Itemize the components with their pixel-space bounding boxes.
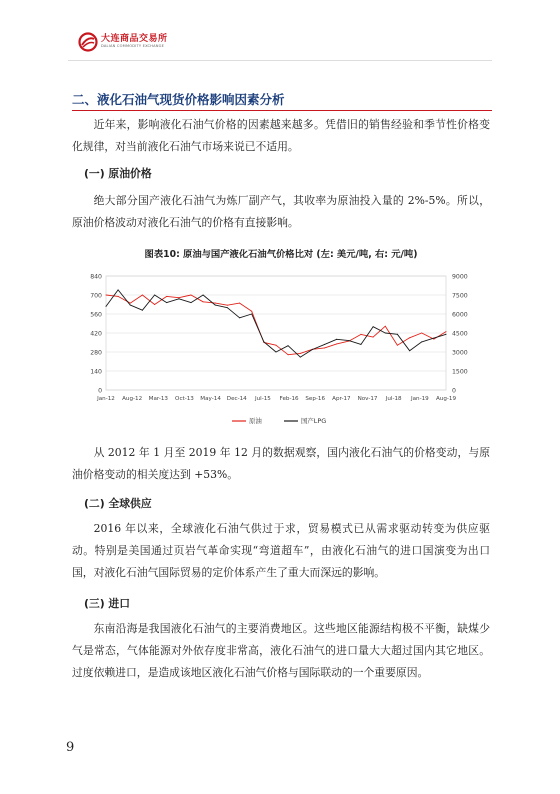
series-point [421,333,422,334]
series-point [336,339,337,340]
y-right-tick-label: 0 [452,387,456,395]
x-tick-label: Mar-13 [148,396,168,402]
series-point [373,326,374,327]
correlation-paragraph: 从 2012 年 1 月至 2019 年 12 月的数据观察，国内液化石油气的价格变动，与原油价格变动的相关度达到 +53%。 [72,446,490,481]
x-tick-label: Aug-19 [435,396,457,402]
series-point [361,334,362,335]
y-left-tick-label: 700 [90,292,102,300]
y-right-tick-label: 6000 [452,311,468,319]
chart-caption: 图表10: 原油与国产液化石油气价格比对 (左: 美元/吨, 右: 元/吨) [144,249,418,260]
series-point [385,333,386,334]
series-point [433,338,434,339]
series-point [251,314,252,315]
series-point [239,317,240,318]
series-point [263,341,264,342]
series-point [361,344,362,345]
series-point [130,305,131,306]
y-right-tick-label: 4500 [452,330,468,338]
series-point [203,301,204,302]
x-tick-label: Nov-17 [357,396,378,402]
x-tick-label: Feb-16 [279,396,299,402]
y-left-tick-label: 560 [90,311,102,319]
series-point [446,331,447,332]
series-point [324,347,325,348]
y-left-tick-label: 140 [90,368,102,376]
series-line-lpg [106,290,446,357]
series-point [154,295,155,296]
series-point [385,326,386,327]
series-point [276,345,277,346]
series-point [421,341,422,342]
page-number: 9 [66,740,75,755]
x-tick-label: Jul-15 [254,396,271,402]
series-point [178,298,179,299]
y-left-tick-label: 840 [90,273,102,281]
series-point [348,340,349,341]
x-tick-label: May-14 [200,396,221,402]
series-point [397,345,398,346]
section-title: 二、液化石油气现货价格影响因素分析 [72,92,285,107]
y-left-tick-label: 420 [90,330,102,338]
series-point [191,295,192,296]
subheading-crude-oil: (一) 原油价格 [84,167,152,180]
y-left-tick-label: 280 [90,349,102,357]
series-point [409,337,410,338]
exchange-logo-icon [78,32,98,52]
series-point [300,357,301,358]
x-tick-label: Jan-19 [410,396,429,402]
series-point [166,302,167,303]
exchange-logo [78,32,168,52]
logo-chinese-name: 大连商品交易所 [101,34,168,45]
series-point [446,334,447,335]
global-supply-paragraph: 2016 年以来，全球液化石油气供过于求，贸易模式已从需求驱动转变为供应驱动。特别是美国通过页岩气革命实现“弯道超车”，由液化石油气的进口国演变为出口国，对液化石油气国际贸易的定价体系产生了重大而深远的影响。 [72,522,490,579]
series-point [227,307,228,308]
series-point [336,343,337,344]
series-point [288,354,289,355]
series-point [154,304,155,305]
x-tick-label: Aug-12 [122,396,143,402]
series-point [312,349,313,350]
series-point [118,296,119,297]
series-point [227,305,228,306]
x-tick-label: Jul-18 [385,396,402,402]
series-point [142,310,143,311]
y-left-tick-label: 0 [98,387,102,395]
series-point [215,303,216,304]
series-point [215,305,216,306]
series-point [409,350,410,351]
series-point [203,295,204,296]
subheading-imports: (三) 进口 [84,597,131,610]
series-point [191,302,192,303]
x-tick-label: Sep-16 [305,396,326,402]
series-point [288,345,289,346]
legend-label: 原油 [249,417,262,426]
series-point [433,339,434,340]
intro-paragraph: 近年来，影响液化石油气价格的因素越来越多。凭借旧的销售经验和季节性价格变化规律，对当前液化石油气市场来说已不适用。 [72,118,490,153]
x-tick-label: Apr-17 [332,396,351,402]
series-point [142,295,143,296]
series-point [324,344,325,345]
series-point [397,334,398,335]
series-point [118,289,119,290]
series-point [300,353,301,354]
series-point [239,303,240,304]
legend-label: 国产LPG [301,417,327,426]
series-point [178,297,179,298]
logo-english-name: DALIAN COMMODITY EXCHANGE [101,44,165,49]
x-tick-label: Oct-13 [175,396,194,402]
series-point [373,337,374,338]
x-tick-label: Jan-12 [97,396,115,402]
series-point [166,296,167,297]
subheading-global-supply: (二) 全球供应 [84,497,152,510]
header-divider [68,60,492,61]
series-line-crude-oil [106,295,446,355]
x-tick-label: Dec-14 [226,396,247,402]
series-point [251,311,252,312]
series-point [276,352,277,353]
imports-paragraph: 东南沿海是我国液化石油气的主要消费地区。这些地区能源结构极不平衡，缺煤少气是常态，气体能源对外依存度非常高，液化石油气的进口量大大超过国内其它地区。过度依赖进口，是造成该地区液化石油气价格与国际联动的一个重要原因。 [72,622,490,679]
y-right-tick-label: 7500 [452,292,468,300]
series-point [106,306,107,307]
series-point [130,303,131,304]
y-right-tick-label: 9000 [452,273,468,281]
price-comparison-chart [80,266,480,434]
crude-oil-paragraph: 绝大部分国产液化石油气为炼厂副产气，其收率为原油投入量的 2%-5%。所以，原油价格波动对液化石油气的价格有直接影响。 [72,194,490,229]
y-right-tick-label: 3000 [452,349,468,357]
section-title-underline [72,110,492,111]
series-point [106,295,107,296]
y-right-tick-label: 1500 [452,368,468,376]
